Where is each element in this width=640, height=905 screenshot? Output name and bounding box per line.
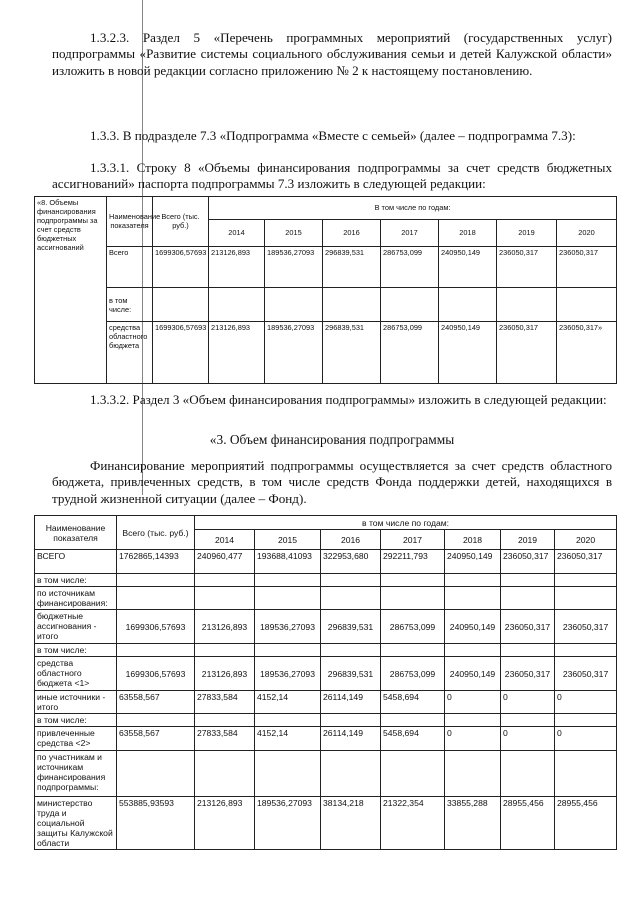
row-value: 189536,27093: [255, 657, 321, 691]
table-row: [35, 610, 617, 644]
section-title: «3. Объем финансирования подпрограммы: [209, 432, 455, 447]
row-value: 0: [445, 727, 501, 751]
row-value: 296839,531: [321, 657, 381, 691]
year-header: 2019: [497, 219, 557, 246]
table-row: [35, 321, 617, 383]
row-total: 63558,567: [117, 727, 195, 751]
row-value: 189536,27093: [265, 246, 323, 288]
row-value: 213126,893: [209, 321, 265, 383]
table-row: [35, 550, 617, 574]
row-value: 236050,317: [501, 550, 555, 574]
row-value: 28955,456: [555, 797, 617, 850]
row-value: 33855,288: [445, 797, 501, 850]
row-value: 236050,317: [557, 246, 617, 288]
row-total: 1699306,57693: [153, 246, 209, 288]
table-row: [35, 246, 617, 288]
row-value: 286753,099: [381, 246, 439, 288]
year-header: 2018: [439, 219, 497, 246]
year-header: 2015: [255, 530, 321, 550]
paragraph-1-3-3-1: 1.3.3.1. Строку 8 «Объемы финансирования подпрограммы за счет средств бюджетных ассигнований» паспорта подпрограммы 7.3 изложить в следующей редакции:: [52, 160, 612, 192]
paragraph-1-3-3: 1.3.3. В подразделе 7.3 «Подпрограмма «Вместе с семьей» (далее – подпрограмма 7.3):: [90, 128, 576, 143]
table-row: [35, 288, 617, 321]
col-header-years-group: В том числе по годам:: [209, 197, 617, 220]
row-value: 236050,317: [501, 657, 555, 691]
year-header: 2017: [381, 219, 439, 246]
passport-financing-table: [34, 196, 617, 384]
table-row: [35, 727, 617, 751]
row-name: Всего: [107, 246, 153, 288]
row-value: 286753,099: [381, 321, 439, 383]
year-header: 2015: [265, 219, 323, 246]
paragraph-1-3-2-3: 1.3.2.3. Раздел 5 «Перечень программных мероприятий (государственных услуг) подпрограммы «Развитие системы социального обслуживания семьи и детей Калужской области» изложить в новой редакции согласно приложению № 2 к настоящему постановлению.: [52, 30, 612, 78]
row-value: 189536,27093: [265, 321, 323, 383]
table-row: [35, 574, 617, 587]
row-value: 27833,584: [195, 691, 255, 714]
row-total: 1762865,14393: [117, 550, 195, 574]
year-header: 2017: [381, 530, 445, 550]
row-value: 236050,317: [555, 550, 617, 574]
row-value: 213126,893: [195, 797, 255, 850]
row-name: привлеченные средства <2>: [35, 727, 117, 751]
row-name: по участникам и источникам финансирования подпрограммы:: [35, 751, 117, 797]
row-value: 236050,317: [497, 321, 557, 383]
row-value: 0: [501, 691, 555, 714]
row-value: 240950,149: [445, 550, 501, 574]
row-value: 240960,477: [195, 550, 255, 574]
col-header-years-group: в том числе по годам:: [195, 516, 617, 530]
year-header: 2016: [323, 219, 381, 246]
row-name: иные источники - итого: [35, 691, 117, 714]
row-value: 26114,149: [321, 691, 381, 714]
row-total: 553885,93593: [117, 797, 195, 850]
row-name: в том числе:: [35, 644, 117, 657]
row-value: 4152,14: [255, 691, 321, 714]
row-name: средства областного бюджета: [107, 321, 153, 383]
row-value: 322953,680: [321, 550, 381, 574]
row-value: 240950,149: [445, 610, 501, 644]
row-value: 0: [501, 727, 555, 751]
year-header: 2019: [501, 530, 555, 550]
row-value: 21322,354: [381, 797, 445, 850]
row-value: 189536,27093: [255, 797, 321, 850]
year-header: 2014: [209, 219, 265, 246]
row-value: 38134,218: [321, 797, 381, 850]
row-value: 236050,317»: [557, 321, 617, 383]
row-value: 189536,27093: [255, 610, 321, 644]
row-value: 286753,099: [381, 657, 445, 691]
row-name: ВСЕГО: [35, 550, 117, 574]
table-row: [35, 657, 617, 691]
col-header-name: Наименование показателя: [107, 197, 153, 247]
row-value: 0: [555, 691, 617, 714]
row-value: 0: [555, 727, 617, 751]
row-value: 240950,149: [439, 246, 497, 288]
row-value: 213126,893: [195, 657, 255, 691]
row-value: 27833,584: [195, 727, 255, 751]
row-value: 296839,531: [323, 246, 381, 288]
passport-row-title: «8. Объемы финансирования подпрограммы за счет средств бюджетных ассигнований: [35, 197, 107, 384]
row-name: в том числе:: [35, 574, 117, 587]
row-value: 28955,456: [501, 797, 555, 850]
table-row: [35, 644, 617, 657]
year-header: 2020: [557, 219, 617, 246]
row-total: 63558,567: [117, 691, 195, 714]
row-value: 296839,531: [321, 610, 381, 644]
row-value: 236050,317: [501, 610, 555, 644]
row-name: средства областного бюджета <1>: [35, 657, 117, 691]
year-header: 2014: [195, 530, 255, 550]
paragraph-1-3-3-2: 1.3.3.2. Раздел 3 «Объем финансирования подпрограммы» изложить в следующей редакции:: [90, 392, 607, 407]
row-name: бюджетные ассигнования - итого: [35, 610, 117, 644]
row-value: 286753,099: [381, 610, 445, 644]
row-total: 1699306,57693: [117, 657, 195, 691]
col-header-total: Всего (тыс. руб.): [153, 197, 209, 247]
row-name: министерство труда и социальной защиты Калужской области: [35, 797, 117, 850]
row-value: 236050,317: [497, 246, 557, 288]
row-value: 4152,14: [255, 727, 321, 751]
row-value: 5458,694: [381, 727, 445, 751]
subprogram-financing-table: [34, 515, 617, 850]
paragraph-financing: Финансирование мероприятий подпрограммы осуществляется за счет средств областного бюджета, привлеченных средств, в том числе средств Фонда поддержки детей, находящихся в трудной жизненной ситуации (далее – Фонд).: [52, 458, 612, 506]
row-value: 236050,317: [555, 657, 617, 691]
col-header-name: Наименование показателя: [35, 516, 117, 550]
col-header-total: Всего (тыс. руб.): [117, 516, 195, 550]
table-row: [35, 691, 617, 714]
row-value: 0: [445, 691, 501, 714]
table-row: [35, 797, 617, 850]
row-value: 213126,893: [209, 246, 265, 288]
row-value: 5458,694: [381, 691, 445, 714]
row-value: 193688,41093: [255, 550, 321, 574]
row-value: 240950,149: [439, 321, 497, 383]
row-total: 1699306,57693: [117, 610, 195, 644]
row-value: 240950,149: [445, 657, 501, 691]
row-value: 296839,531: [323, 321, 381, 383]
year-header: 2016: [321, 530, 381, 550]
row-value: 26114,149: [321, 727, 381, 751]
row-name: в том числе:: [107, 288, 153, 321]
year-header: 2018: [445, 530, 501, 550]
table-row: [35, 751, 617, 797]
row-total: 1699306,57693: [153, 321, 209, 383]
row-value: 236050,317: [555, 610, 617, 644]
row-name: по источникам финансирования:: [35, 587, 117, 610]
row-name: в том числе:: [35, 714, 117, 727]
table-row: [35, 587, 617, 610]
row-value: 213126,893: [195, 610, 255, 644]
year-header: 2020: [555, 530, 617, 550]
row-value: 292211,793: [381, 550, 445, 574]
table-row: [35, 714, 617, 727]
